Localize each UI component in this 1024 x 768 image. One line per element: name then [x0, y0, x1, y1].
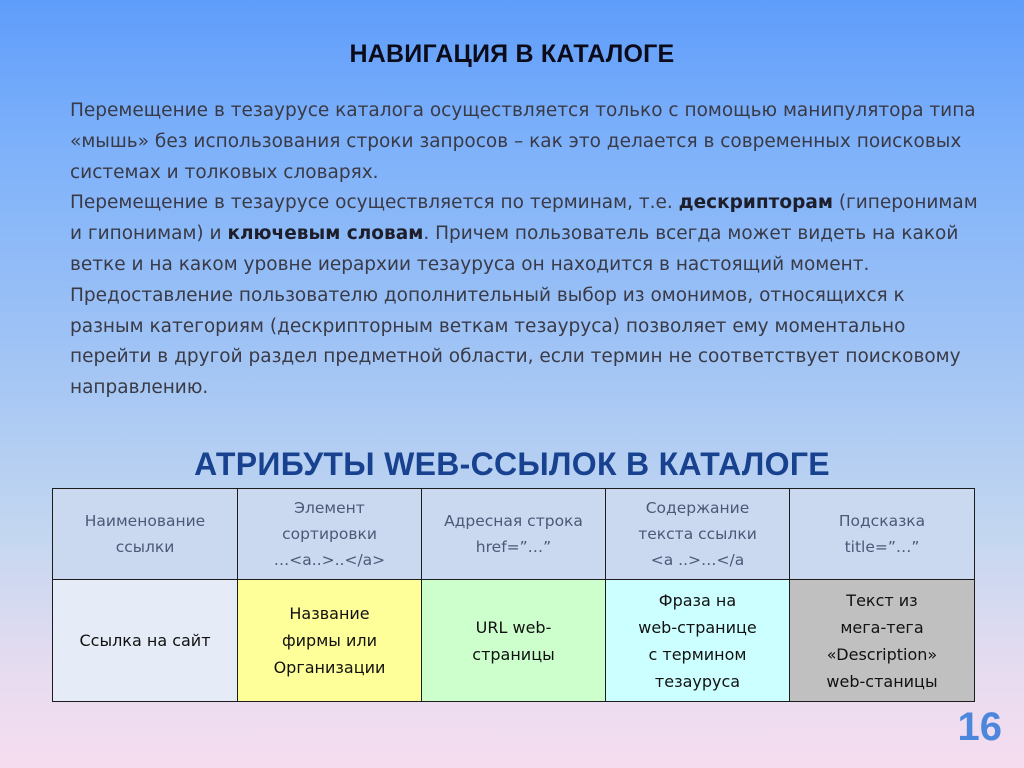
cell-line: URL web-: [475, 617, 552, 637]
cell-line: страницы: [472, 644, 555, 664]
cell-site-link: [53, 580, 238, 702]
header-line: title=”…”: [844, 538, 920, 556]
cell-line: с термином: [648, 644, 747, 664]
cell-page-url: [422, 580, 606, 702]
paragraph-2-part-1: Перемещение в тезаурусе осуществляется по терминам, т.е.: [70, 192, 679, 214]
cell-line: Название: [289, 604, 370, 623]
header-cell-title-hint: [790, 489, 975, 580]
term-keywords: ключевым словам: [227, 223, 424, 245]
header-line: ссылки: [115, 538, 175, 556]
paragraph-2: [70, 188, 980, 280]
cell-line: тезауруса: [654, 671, 741, 691]
header-cell-sort-element: [238, 489, 422, 580]
cell-line: Ссылка на сайт: [79, 631, 211, 650]
cell-line: фирмы или: [281, 631, 378, 650]
cell-line: web-странице: [638, 617, 757, 637]
cell-line: Фраза на: [658, 590, 737, 610]
header-line: Элемент: [294, 499, 365, 517]
header-line: Подсказка: [838, 512, 926, 530]
header-line: href=”…”: [475, 538, 552, 556]
header-line: …<a..>..</a>: [273, 551, 386, 569]
header-line: Наименование: [84, 512, 206, 530]
cell-line: «Description»: [826, 644, 938, 664]
slide-title: НАВИГАЦИЯ В КАТАЛОГЕ: [349, 40, 675, 68]
paragraph-2-part-3: . Причем пользователь всегда может видеть на какой ветке и на каком уровне иерархии тезауруса он находится в настоящий момент.: [70, 223, 959, 275]
cell-line: web-станицы: [826, 671, 938, 691]
header-line: сортировки: [282, 525, 377, 543]
header-line: Адресная строка: [444, 512, 583, 530]
table-header-row: [53, 489, 975, 580]
cell-description-meta: [790, 580, 975, 702]
attributes-table: [52, 488, 975, 702]
table-row: [53, 580, 975, 702]
paragraph-3: Предоставление пользователю дополнительный выбор из омонимов, относящихся к разным категориям (дескрипторным веткам тезауруса) позволяет ему моментально перейти в другой раздел предметной области, если термин не соответствует поисковому направлению.: [70, 284, 961, 399]
cell-line: мега-тега: [840, 617, 924, 637]
paragraph-1: Перемещение в тезаурусе каталога осуществляется только с помощью манипулятора типа «мышь» без использования строки запросов – как это делается в современных поисковых системах и толковых словарях.: [70, 100, 976, 183]
table-title: АТРИБУТЫ WEB-ССЫЛОК В КАТАЛОГЕ: [194, 446, 830, 482]
body-text: [70, 96, 980, 404]
header-cell-link-text: [606, 489, 790, 580]
cell-company-name: [238, 580, 422, 702]
header-cell-href: [422, 489, 606, 580]
paragraph-2-part-2: (гиперонимам и гипонимам) и: [70, 192, 978, 245]
header-line: текста ссылки: [638, 525, 757, 543]
page-number: 16: [957, 705, 1002, 749]
cell-phrase: [606, 580, 790, 702]
header-line: Содержание: [645, 499, 750, 517]
cell-line: Текст из: [846, 590, 918, 610]
header-line: <a ..>…</a: [650, 551, 745, 569]
header-cell-link-name: [53, 489, 238, 580]
term-descriptors: дескрипторам: [678, 192, 833, 214]
cell-line: Организации: [273, 658, 386, 677]
